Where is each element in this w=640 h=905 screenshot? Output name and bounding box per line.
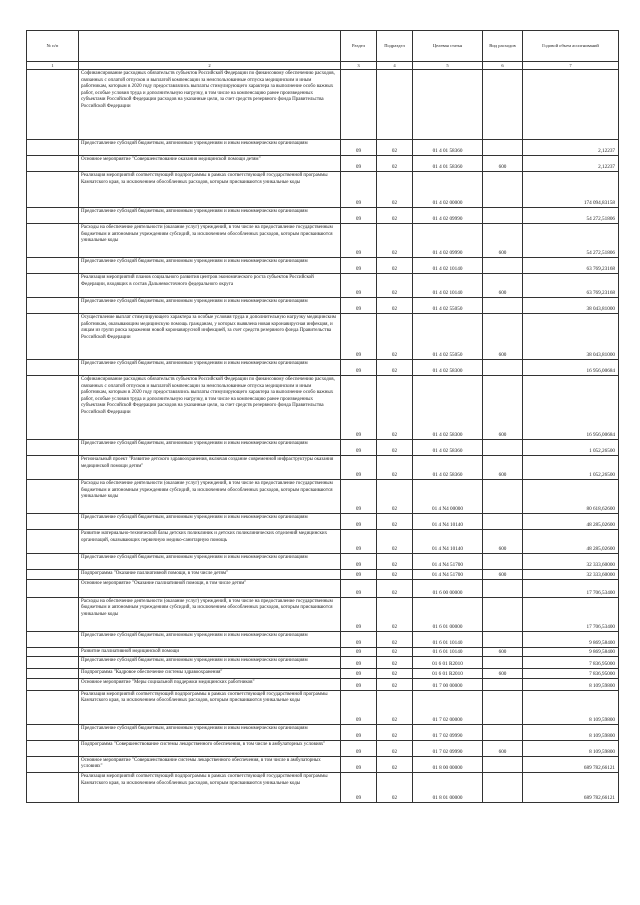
- row-number: [27, 756, 79, 772]
- row-expense: 600: [483, 570, 523, 580]
- row-name: Региональный проект "Развитие детского здравоохранения, включая создание современной инфраструктуры оказания медицинской помощи детям": [79, 456, 341, 480]
- row-target: 01 4 02 00000: [413, 172, 483, 208]
- row-volume: 8 109,59800: [523, 690, 619, 724]
- table-row: [27, 678, 619, 690]
- row-target: 01 4 N4 51700: [413, 570, 483, 580]
- row-subsection: 02: [377, 740, 413, 756]
- row-subsection: 02: [377, 772, 413, 802]
- table-row: [27, 456, 619, 480]
- row-section: 09: [341, 376, 377, 440]
- row-name: Софинансирование расходных обязательств субъектов Российской Федерации по финансовому обеспечению расходов, связанных с оплатой отпусков и выплатой компенсации за неиспользованные отпуска медицинским и иным работникам, которым в 2020 году предоставлялись выплаты стимулирующего характера за выполнение особо важных работ, особые условия труда и дополнительную нагрузку, в том числе на компенсацию ранее произведенных субъектами Российской Федерации расходов на указанные цели, за счет средств резервного фонда Правительства Российской Федерации: [79, 376, 341, 440]
- row-volume: 1 052,26500: [523, 440, 619, 456]
- row-expense: 600: [483, 376, 523, 440]
- row-number: [27, 554, 79, 570]
- row-target: 01 4 N4 51700: [413, 554, 483, 570]
- row-number: [27, 647, 79, 657]
- table-row: [27, 156, 619, 172]
- row-subsection: 02: [377, 208, 413, 224]
- header-num: № п/п: [27, 31, 79, 62]
- row-number: [27, 740, 79, 756]
- row-name: Основное мероприятие "Совершенствование оказания медицинской помощи детям": [79, 156, 341, 172]
- row-section: 09: [341, 314, 377, 360]
- row-name: Предоставление субсидий бюджетным, автономным учреждениям и иным некоммерческим организациям: [79, 631, 341, 647]
- row-name: Предоставление субсидий бюджетным, автономным учреждениям и иным некоммерческим организациям: [79, 554, 341, 570]
- row-target: 01 4 02 55050: [413, 298, 483, 314]
- row-subsection: 02: [377, 597, 413, 631]
- row-name: Подпрограмма "Оказание паллиативной помощи, в том числе детям": [79, 570, 341, 580]
- row-subsection: 02: [377, 724, 413, 740]
- row-number: [27, 456, 79, 480]
- row-expense: 600: [483, 456, 523, 480]
- row-name: Предоставление субсидий бюджетным, автономным учреждениям и иным некоммерческим организациям: [79, 514, 341, 530]
- column-number: 7: [523, 62, 619, 70]
- row-target: 01 7 02 09990: [413, 724, 483, 740]
- row-expense: [483, 724, 523, 740]
- row-section: 09: [341, 480, 377, 514]
- row-target: 01 7 02 09990: [413, 740, 483, 756]
- row-name: Осуществление выплат стимулирующего характера за особые условия труда и дополнительную нагрузку медицинским работникам, оказывающим медицинскую помощь гражданам, у которых выявлена новая коронавирусная инфекция, и лицам из групп риска заражения новой коронавирусной инфекцией, за счет средств резервного фонда Правительства Российской Федерации: [79, 314, 341, 360]
- table-row: [27, 274, 619, 298]
- row-subsection: 02: [377, 647, 413, 657]
- row-name: Подпрограмма "Совершенствование системы лекарственного обеспечения, в том числе в амбулаторных условиях": [79, 740, 341, 756]
- row-target: 01 4 02 58360: [413, 456, 483, 480]
- header-subsection: Подраздел: [377, 31, 413, 62]
- row-target: 01 4 02 09990: [413, 208, 483, 224]
- row-number: [27, 480, 79, 514]
- row-subsection: 02: [377, 480, 413, 514]
- row-target: 01 4 02 55050: [413, 314, 483, 360]
- row-section: 09: [341, 724, 377, 740]
- budget-page: [26, 30, 618, 803]
- row-expense: [483, 678, 523, 690]
- table-row: [27, 298, 619, 314]
- row-number: [27, 140, 79, 156]
- row-volume: 16 956,00684: [523, 360, 619, 376]
- row-name: Предоставление субсидий бюджетным, автономным учреждениям и иным некоммерческим организациям: [79, 298, 341, 314]
- row-expense: [483, 298, 523, 314]
- row-name: Расходы на обеспечение деятельности (оказание услуг) учреждений, в том числе на предоставление государственным бюджетным и автономным учреждениям субсидий, за исключением обособленных расходов, которым присваиваются уникальные коды: [79, 597, 341, 631]
- row-expense: [483, 597, 523, 631]
- row-expense: [483, 360, 523, 376]
- row-expense: [483, 631, 523, 647]
- row-subsection: 02: [377, 258, 413, 274]
- row-section: 09: [341, 669, 377, 679]
- row-number: [27, 570, 79, 580]
- row-number: [27, 70, 79, 140]
- row-target: 01 4 02 10140: [413, 258, 483, 274]
- table-row: [27, 669, 619, 679]
- row-expense: [483, 480, 523, 514]
- table-row: [27, 360, 619, 376]
- column-number: 1: [27, 62, 79, 70]
- row-number: [27, 314, 79, 360]
- row-name: Реализация мероприятий планов социального развития центров экономического роста субъектов Российской Федерации, входящих в состав Дальневосточного федерального округа: [79, 274, 341, 298]
- column-number: 3: [341, 62, 377, 70]
- table-row: [27, 258, 619, 274]
- row-section: 09: [341, 647, 377, 657]
- header-expense: Вид расходов: [483, 31, 523, 62]
- row-expense: [483, 258, 523, 274]
- row-target: 01 4 02 09990: [413, 224, 483, 258]
- row-section: 09: [341, 224, 377, 258]
- row-name: Реализация мероприятий соответствующей подпрограммы в рамках соответствующей государственной программы Камчатского края, за исключением обособленных расходов, которым присваиваются уникальные коды: [79, 690, 341, 724]
- row-name: Предоставление субсидий бюджетным, автономным учреждениям и иным некоммерческим организациям: [79, 724, 341, 740]
- table-row: [27, 376, 619, 440]
- row-expense: [483, 690, 523, 724]
- row-expense: [483, 756, 523, 772]
- row-name: Расходы на обеспечение деятельности (оказание услуг) учреждений, в том числе на предоставление государственным бюджетным и автономным учреждениям субсидий, за исключением обособленных расходов, которым присваиваются уникальные коды: [79, 480, 341, 514]
- table-row: [27, 314, 619, 360]
- row-name: Развитие паллиативной медицинской помощи: [79, 647, 341, 657]
- row-target: 01 4 N4 00000: [413, 480, 483, 514]
- row-target: 01 6 01 R2010: [413, 669, 483, 679]
- row-name: Основное мероприятие "Меры социальной поддержки медицинских работников": [79, 678, 341, 690]
- row-expense: 600: [483, 530, 523, 554]
- row-section: 09: [341, 156, 377, 172]
- row-subsection: 02: [377, 631, 413, 647]
- row-section: 09: [341, 570, 377, 580]
- row-target: 01 7 00 00000: [413, 678, 483, 690]
- row-name: Предоставление субсидий бюджетным, автономным учреждениям и иным некоммерческим организациям: [79, 440, 341, 456]
- row-volume: 2,12237: [523, 156, 619, 172]
- row-section: 09: [341, 140, 377, 156]
- row-number: [27, 208, 79, 224]
- row-section: 09: [341, 456, 377, 480]
- row-expense: [483, 657, 523, 669]
- table-row: [27, 647, 619, 657]
- row-name: Основное мероприятие "Оказание паллиативной помощи, в том числе детям": [79, 579, 341, 597]
- row-expense: [483, 514, 523, 530]
- table-row: [27, 570, 619, 580]
- row-volume: 38 043,81000: [523, 314, 619, 360]
- row-section: 09: [341, 678, 377, 690]
- table-row: [27, 631, 619, 647]
- row-name: Предоставление субсидий бюджетным, автономным учреждениям и иным некоммерческим организациям: [79, 657, 341, 669]
- row-subsection: 02: [377, 554, 413, 570]
- table-row: [27, 440, 619, 456]
- row-subsection: 02: [377, 140, 413, 156]
- row-number: [27, 597, 79, 631]
- row-subsection: 02: [377, 530, 413, 554]
- row-section: 09: [341, 172, 377, 208]
- row-subsection: 02: [377, 440, 413, 456]
- row-subsection: 02: [377, 456, 413, 480]
- table-row: [27, 140, 619, 156]
- row-section: 09: [341, 258, 377, 274]
- row-volume: 48 285,02600: [523, 530, 619, 554]
- row-name: Предоставление субсидий бюджетным, автономным учреждениям и иным некоммерческим организациям: [79, 258, 341, 274]
- row-target: 01 8 00 00000: [413, 756, 483, 772]
- table-row: [27, 172, 619, 208]
- row-subsection: 02: [377, 376, 413, 440]
- row-volume: 48 285,02600: [523, 514, 619, 530]
- row-expense: [483, 579, 523, 597]
- row-section: 09: [341, 514, 377, 530]
- row-number: [27, 360, 79, 376]
- table-row: [27, 740, 619, 756]
- table-row: [27, 224, 619, 258]
- row-subsection: 02: [377, 669, 413, 679]
- table-row: [27, 772, 619, 802]
- column-number: 5: [413, 62, 483, 70]
- row-volume: 38 043,81000: [523, 298, 619, 314]
- row-volume: 7 836,95000: [523, 669, 619, 679]
- row-number: [27, 156, 79, 172]
- row-number: [27, 772, 79, 802]
- row-expense: 600: [483, 274, 523, 298]
- row-subsection: [377, 70, 413, 140]
- row-name: Развитие материально-технической базы детских поликлиник и детских поликлинических отделений медицинских организаций, оказывающих первичную медико-санитарную помощь: [79, 530, 341, 554]
- budget-table: [26, 30, 619, 803]
- row-name: Реализация мероприятий соответствующей подпрограммы в рамках соответствующей государственной программы Камчатского края, за исключением обособленных расходов, которым присваиваются уникальные коды: [79, 172, 341, 208]
- row-subsection: 02: [377, 756, 413, 772]
- row-target: 01 4 02 10140: [413, 274, 483, 298]
- row-target: 01 6 01 10140: [413, 631, 483, 647]
- row-section: 09: [341, 690, 377, 724]
- row-expense: 600: [483, 224, 523, 258]
- row-volume: 9 869,58400: [523, 647, 619, 657]
- row-target: 01 6 01 10140: [413, 647, 483, 657]
- row-number: [27, 690, 79, 724]
- row-number: [27, 298, 79, 314]
- row-expense: [483, 440, 523, 456]
- row-subsection: 02: [377, 678, 413, 690]
- row-volume: 689 782,66121: [523, 756, 619, 772]
- row-number: [27, 258, 79, 274]
- row-number: [27, 530, 79, 554]
- row-volume: 17 706,53400: [523, 597, 619, 631]
- row-number: [27, 724, 79, 740]
- row-expense: [483, 772, 523, 802]
- row-section: 09: [341, 579, 377, 597]
- row-number: [27, 440, 79, 456]
- row-section: 09: [341, 756, 377, 772]
- row-target: 01 4 N4 10140: [413, 530, 483, 554]
- table-row: [27, 597, 619, 631]
- row-subsection: 02: [377, 360, 413, 376]
- row-subsection: 02: [377, 224, 413, 258]
- row-section: 09: [341, 208, 377, 224]
- row-section: 09: [341, 740, 377, 756]
- row-target: 01 4 N4 10140: [413, 514, 483, 530]
- row-number: [27, 579, 79, 597]
- table-row: [27, 724, 619, 740]
- row-volume: 32 333,60000: [523, 554, 619, 570]
- row-expense: 600: [483, 647, 523, 657]
- row-section: [341, 70, 377, 140]
- table-row: [27, 579, 619, 597]
- row-section: 09: [341, 597, 377, 631]
- row-name: Предоставление субсидий бюджетным, автономным учреждениям и иным некоммерческим организациям: [79, 208, 341, 224]
- row-volume: 63 769,23168: [523, 274, 619, 298]
- row-target: 01 4 02 58300: [413, 360, 483, 376]
- row-target: 01 4 02 58360: [413, 440, 483, 456]
- table-row: [27, 530, 619, 554]
- row-subsection: 02: [377, 314, 413, 360]
- row-name: Предоставление субсидий бюджетным, автономным учреждениям и иным некоммерческим организациям: [79, 140, 341, 156]
- row-target: 01 6 01 R2010: [413, 657, 483, 669]
- row-section: 09: [341, 298, 377, 314]
- row-expense: 600: [483, 669, 523, 679]
- table-row: [27, 554, 619, 570]
- row-section: 09: [341, 657, 377, 669]
- row-volume: 16 956,00684: [523, 376, 619, 440]
- row-subsection: 02: [377, 570, 413, 580]
- row-volume: 32 333,60000: [523, 570, 619, 580]
- column-number: 6: [483, 62, 523, 70]
- row-number: [27, 657, 79, 669]
- row-target: 01 6 00 00000: [413, 579, 483, 597]
- row-name: Расходы на обеспечение деятельности (оказание услуг) учреждений, в том числе на предоставление государственным бюджетным и автономным учреждениям субсидий, за исключением обособленных расходов, которым присваиваются уникальные коды: [79, 224, 341, 258]
- row-subsection: 02: [377, 579, 413, 597]
- row-name: Софинансирование расходных обязательств субъектов Российской Федерации по финансовому обеспечению расходов, связанных с оплатой отпусков и выплатой компенсации за неиспользованные отпуска медицинским и иным работникам, которым в 2020 году предоставлялись выплаты стимулирующего характера за выполнение особо важных работ, особые условия труда и дополнительную нагрузку, в том числе на компенсацию ранее произведенных субъектами Российской Федерации расходов на указанные цели, за счет средств резервного фонда Правительства Российской Федерации: [79, 70, 341, 140]
- row-number: [27, 678, 79, 690]
- row-expense: [483, 172, 523, 208]
- table-header: [27, 31, 619, 62]
- row-target: 01 4 01 58360: [413, 140, 483, 156]
- row-volume: 8 109,59800: [523, 678, 619, 690]
- row-target: 01 4 01 58360: [413, 156, 483, 172]
- row-volume: [523, 70, 619, 140]
- row-target: 01 8 01 00000: [413, 772, 483, 802]
- row-number: [27, 669, 79, 679]
- row-expense: 600: [483, 156, 523, 172]
- row-section: 09: [341, 631, 377, 647]
- table-row: [27, 690, 619, 724]
- row-name: Предоставление субсидий бюджетным, автономным учреждениям и иным некоммерческим организациям: [79, 360, 341, 376]
- row-target: 01 7 02 00000: [413, 690, 483, 724]
- table-row: [27, 756, 619, 772]
- row-number: [27, 376, 79, 440]
- row-subsection: 02: [377, 274, 413, 298]
- row-subsection: 02: [377, 298, 413, 314]
- row-section: 09: [341, 360, 377, 376]
- column-numbers-row: [27, 62, 619, 70]
- row-number: [27, 631, 79, 647]
- table-row: [27, 208, 619, 224]
- row-expense: 600: [483, 740, 523, 756]
- row-volume: 80 618,62600: [523, 480, 619, 514]
- row-section: 09: [341, 530, 377, 554]
- row-number: [27, 514, 79, 530]
- row-expense: [483, 208, 523, 224]
- row-expense: [483, 70, 523, 140]
- column-number: 2: [79, 62, 341, 70]
- table-row: [27, 657, 619, 669]
- header-volume: Годовой объем ассигнований: [523, 31, 619, 62]
- row-section: 09: [341, 772, 377, 802]
- row-volume: 54 272,51806: [523, 224, 619, 258]
- row-number: [27, 224, 79, 258]
- table-row: [27, 514, 619, 530]
- row-volume: 8 109,59800: [523, 740, 619, 756]
- row-expense: [483, 554, 523, 570]
- row-name: Подпрограмма "Кадровое обеспечение системы здравоохранения": [79, 669, 341, 679]
- row-target: [413, 70, 483, 140]
- row-number: [27, 172, 79, 208]
- header-target: Целевая статья: [413, 31, 483, 62]
- row-volume: 174 094,83158: [523, 172, 619, 208]
- row-subsection: 02: [377, 156, 413, 172]
- row-subsection: 02: [377, 657, 413, 669]
- row-section: 09: [341, 554, 377, 570]
- row-target: 01 4 02 58300: [413, 376, 483, 440]
- row-volume: 689 782,66121: [523, 772, 619, 802]
- column-number: 4: [377, 62, 413, 70]
- row-volume: 63 769,23168: [523, 258, 619, 274]
- row-volume: 1 052,26500: [523, 456, 619, 480]
- row-subsection: 02: [377, 514, 413, 530]
- row-target: 01 6 01 00000: [413, 597, 483, 631]
- table-row: [27, 480, 619, 514]
- row-expense: [483, 140, 523, 156]
- row-number: [27, 274, 79, 298]
- row-volume: 7 836,95000: [523, 657, 619, 669]
- row-volume: 9 869,58400: [523, 631, 619, 647]
- row-volume: 2,12237: [523, 140, 619, 156]
- row-section: 09: [341, 440, 377, 456]
- row-volume: 8 109,59800: [523, 724, 619, 740]
- row-section: 09: [341, 274, 377, 298]
- row-subsection: 02: [377, 172, 413, 208]
- row-volume: 17 706,53400: [523, 579, 619, 597]
- table-row: [27, 70, 619, 140]
- header-section: Раздел: [341, 31, 377, 62]
- row-volume: 54 272,51806: [523, 208, 619, 224]
- row-name: Реализация мероприятий соответствующей подпрограммы в рамках соответствующей государственной программы Камчатского края, за исключением обособленных расходов, которым присваиваются уникальные коды: [79, 772, 341, 802]
- header-name: [79, 31, 341, 62]
- row-subsection: 02: [377, 690, 413, 724]
- table-body: [27, 70, 619, 803]
- row-expense: 600: [483, 314, 523, 360]
- row-name: Основное мероприятие "Совершенствование системы лекарственного обеспечения, в том числе в амбулаторных условиях": [79, 756, 341, 772]
